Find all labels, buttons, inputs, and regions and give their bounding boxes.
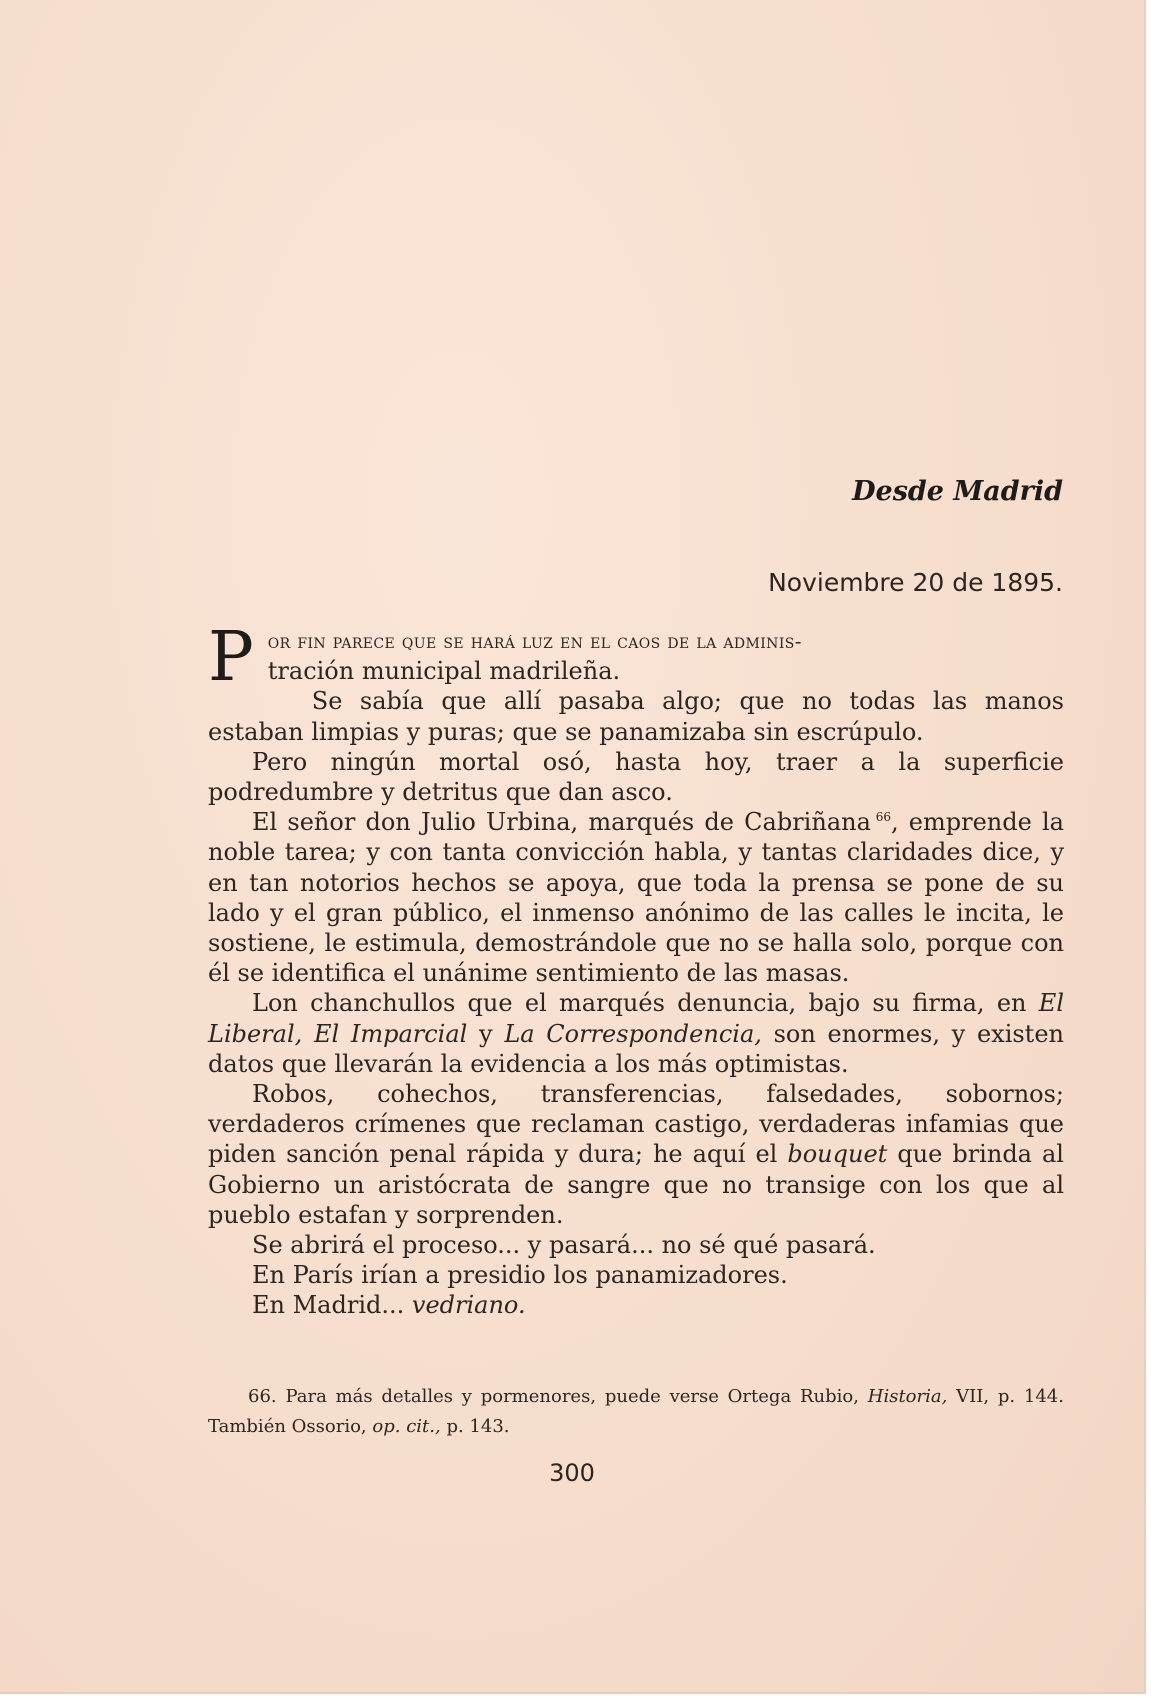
footnote-text-b: VII, p. 144. También Ossorio, [208,1386,1064,1437]
opening-small-caps: or fin parece que se hará luz en el caos de la adminis- [267,629,802,653]
chapter-title: Desde Madrid [852,476,1063,507]
paragraph-5-start: Lon chanchullos que el marqués denuncia, bajo su firma, en [252,989,1027,1018]
footnote [208,1382,1064,1442]
paragraph-4-start: El señor don Julio Urbina, marqués de Cabriñana [252,808,871,837]
paragraph-6 [208,1079,1064,1230]
newspaper-italic-2: La Correspondencia, [504,1019,762,1048]
bouquet-italic: bouquet [787,1140,888,1169]
paragraph-2: Se sabía que allí pasaba algo; que no todas las manos estaban limpias y puras; que se panamizaba sin escrúpulo. [208,687,1064,746]
paragraph-9 [208,1290,1064,1320]
letter-date: Noviembre 20 de 1895. [768,568,1063,597]
paragraph-1-rest: tración municipal madrileña. [267,657,621,686]
page-number: 300 [549,1459,595,1487]
paragraph-5-end: son enormes, y existen datos que llevarán la evidencia a los más optimistas. [208,1019,1064,1078]
main-text [208,618,1064,1321]
newspapers-italic-1: El Liberal, El Imparcial [208,989,1064,1048]
footnote-reference: 66 [875,810,891,825]
paragraph-1 [208,618,1064,697]
vedriano-italic: vedriano. [411,1291,526,1320]
paragraph-6-start: Robos, cohechos, transferencias, falsedades, sobornos; verdaderos crímenes que reclaman castigo, verdaderas infamias que piden sanción penal rápida y dura; he aquí el [208,1080,1064,1169]
paragraph-6-end: que brinda al Gobierno un aristócrata de sangre que no transige con los que al pueblo estafan y sorprenden. [208,1140,1064,1229]
paragraph-4 [208,807,1064,988]
paragraph-4-end: , emprende la noble tarea; y con tanta convicción habla, y tantas claridades dice, y en tan notorios hechos se apoya, que toda la prensa se pone de su lado y el gran público, el inmenso anónimo de las calles le incita, le sostiene, le estimula, demostrándole que no se halla solo, porque con él se identifica el unánime sentimiento de las masas. [208,808,1064,988]
paragraph-8: En París irían a presidio los panamizadores. [252,1261,788,1290]
footnote-number: 66. [248,1386,277,1407]
footnote-text-a: Para más detalles y pormenores, puede verse Ortega Rubio, [285,1386,859,1407]
paragraph-7: Se abrirá el proceso... y pasará... no sé qué pasará. [252,1231,876,1260]
footnote-text-c: p. 143. [446,1416,510,1437]
paragraph-3: Pero ningún mortal osó, hasta hoy, traer a la superficie podredumbre y detritus que dan asco. [208,747,1064,807]
paragraph-5 [208,988,1064,1079]
footnote-italic-op-cit: op. cit., [372,1416,441,1437]
footnote-italic-historia: Historia, [867,1386,948,1407]
paragraph-9-start: En Madrid... [252,1291,405,1320]
drop-cap: P [208,618,254,697]
paragraph-5-conj: y [479,1019,493,1048]
